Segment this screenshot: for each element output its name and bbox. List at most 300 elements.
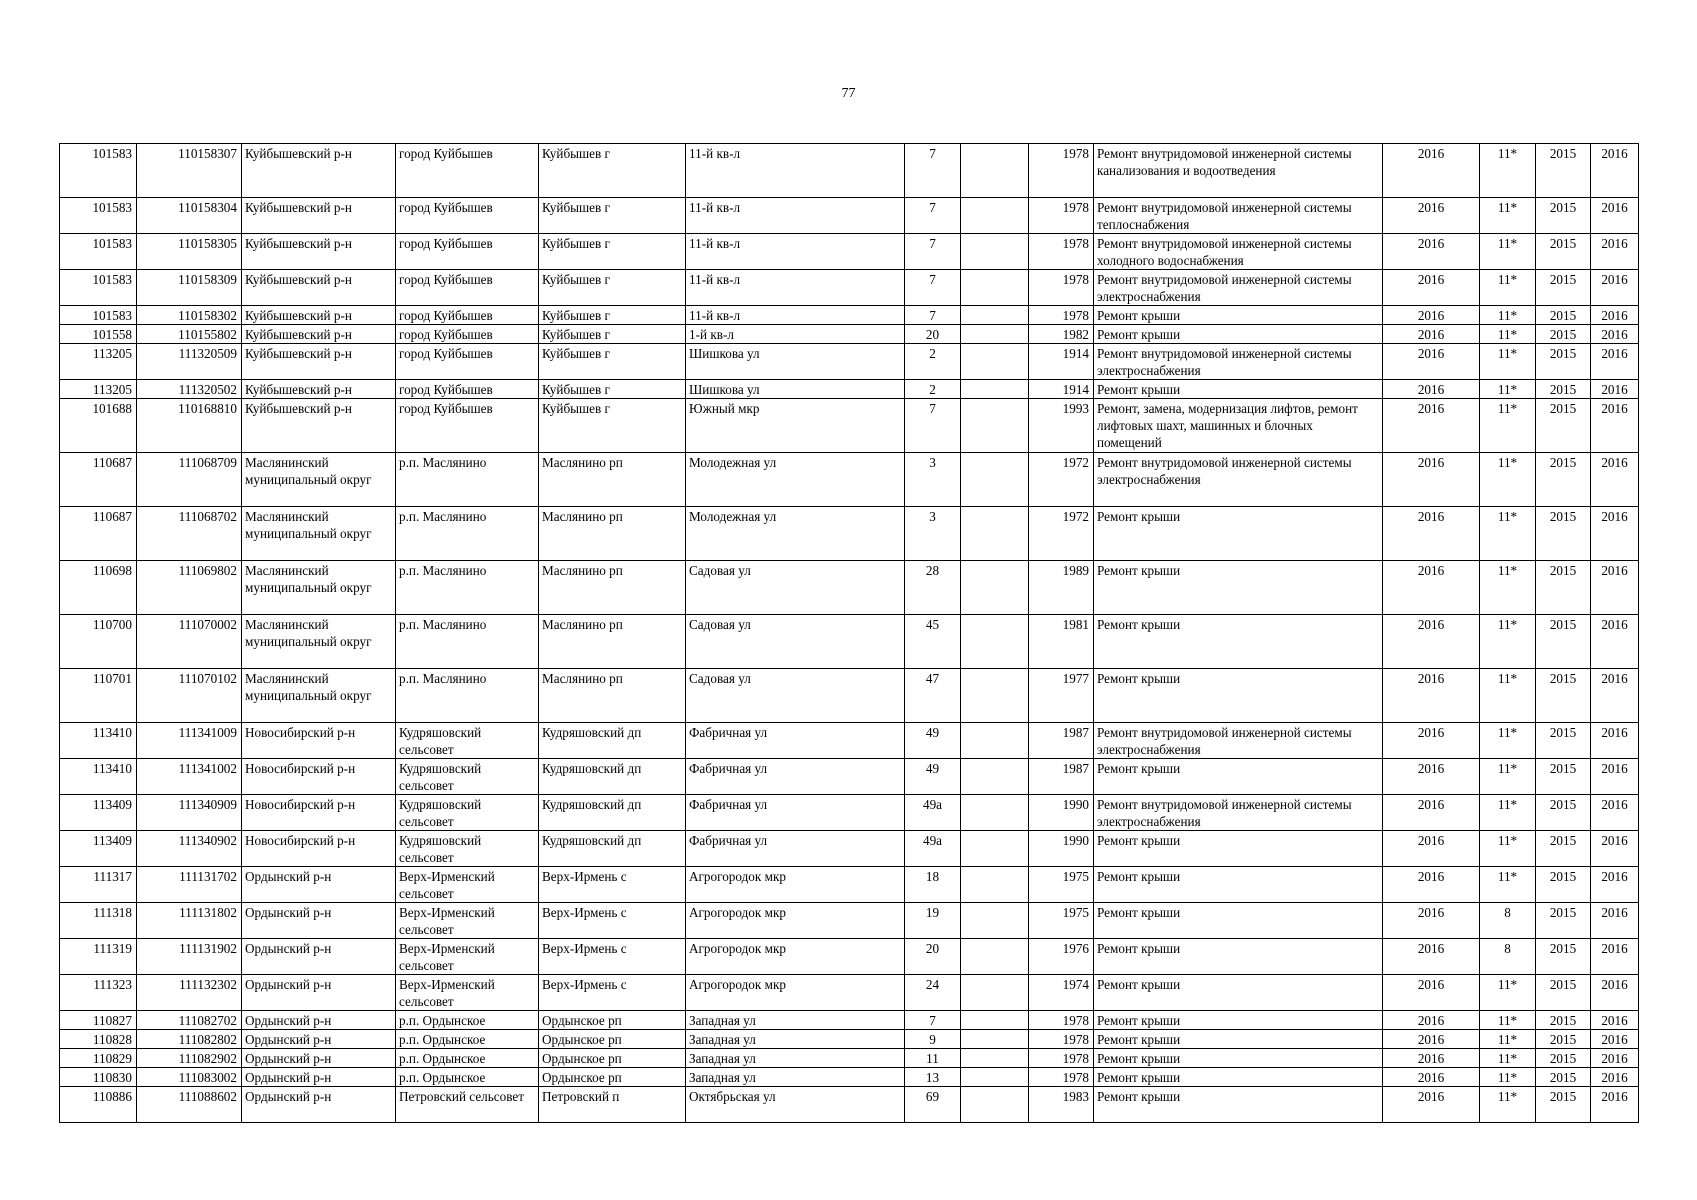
cell-settlement: Маслянино рп xyxy=(539,615,686,669)
cell-settlement: Куйбышев г xyxy=(539,198,686,234)
cell-building xyxy=(961,306,1029,325)
cell-district: Куйбышевский р-н xyxy=(242,234,396,270)
cell-district: Ордынский р-н xyxy=(242,975,396,1011)
cell-building xyxy=(961,380,1029,399)
cell-year-to: 2016 xyxy=(1591,1068,1639,1087)
table-row xyxy=(60,144,1639,198)
cell-plan-year: 2016 xyxy=(1383,453,1480,507)
cell-category: 11* xyxy=(1480,795,1536,831)
cell-municipality: город Куйбышев xyxy=(396,234,539,270)
cell-year-to: 2016 xyxy=(1591,939,1639,975)
cell-building xyxy=(961,344,1029,380)
cell-year-from: 2015 xyxy=(1536,234,1591,270)
cell-work-type: Ремонт крыши xyxy=(1094,1049,1383,1068)
cell-year-to: 2016 xyxy=(1591,615,1639,669)
cell-year-to: 2016 xyxy=(1591,198,1639,234)
cell-work-type: Ремонт крыши xyxy=(1094,831,1383,867)
cell-work-id: 110155802 xyxy=(137,325,242,344)
cell-year-from: 2015 xyxy=(1536,399,1591,453)
table-body xyxy=(60,144,1639,1123)
cell-district: Маслянинский муниципальный округ xyxy=(242,669,396,723)
table-row xyxy=(60,234,1639,270)
cell-work-type: Ремонт крыши xyxy=(1094,507,1383,561)
cell-house-number: 18 xyxy=(905,867,961,903)
cell-district: Ордынский р-н xyxy=(242,1049,396,1068)
cell-object-id: 113409 xyxy=(60,831,137,867)
cell-year-built: 1987 xyxy=(1029,723,1094,759)
cell-work-id: 111320509 xyxy=(137,344,242,380)
cell-district: Куйбышевский р-н xyxy=(242,399,396,453)
cell-district: Куйбышевский р-н xyxy=(242,344,396,380)
cell-settlement: Куйбышев г xyxy=(539,344,686,380)
cell-year-from: 2015 xyxy=(1536,270,1591,306)
cell-street: Южный мкр xyxy=(686,399,905,453)
cell-house-number: 7 xyxy=(905,399,961,453)
cell-category: 11* xyxy=(1480,380,1536,399)
cell-building xyxy=(961,234,1029,270)
cell-year-from: 2015 xyxy=(1536,831,1591,867)
cell-year-to: 2016 xyxy=(1591,1011,1639,1030)
cell-settlement: Маслянино рп xyxy=(539,561,686,615)
cell-district: Куйбышевский р-н xyxy=(242,380,396,399)
cell-year-to: 2016 xyxy=(1591,669,1639,723)
cell-settlement: Маслянино рп xyxy=(539,507,686,561)
page-number: 77 xyxy=(841,86,856,101)
cell-house-number: 2 xyxy=(905,344,961,380)
cell-street: Агрогородок мкр xyxy=(686,867,905,903)
cell-work-id: 111131902 xyxy=(137,939,242,975)
cell-work-type: Ремонт крыши xyxy=(1094,759,1383,795)
cell-house-number: 2 xyxy=(905,380,961,399)
cell-category: 11* xyxy=(1480,144,1536,198)
cell-category: 11* xyxy=(1480,198,1536,234)
cell-object-id: 110687 xyxy=(60,507,137,561)
cell-year-from: 2015 xyxy=(1536,380,1591,399)
cell-object-id: 101583 xyxy=(60,234,137,270)
cell-work-id: 111340902 xyxy=(137,831,242,867)
cell-plan-year: 2016 xyxy=(1383,198,1480,234)
cell-year-from: 2015 xyxy=(1536,561,1591,615)
cell-district: Ордынский р-н xyxy=(242,1030,396,1049)
cell-street: Садовая ул xyxy=(686,615,905,669)
cell-category: 11* xyxy=(1480,325,1536,344)
cell-work-type: Ремонт крыши xyxy=(1094,1011,1383,1030)
cell-object-id: 113410 xyxy=(60,723,137,759)
cell-year-from: 2015 xyxy=(1536,1030,1591,1049)
cell-year-from: 2015 xyxy=(1536,723,1591,759)
cell-object-id: 110687 xyxy=(60,453,137,507)
cell-municipality: р.п. Ордынское xyxy=(396,1049,539,1068)
cell-year-from: 2015 xyxy=(1536,939,1591,975)
cell-building xyxy=(961,144,1029,198)
cell-district: Куйбышевский р-н xyxy=(242,198,396,234)
table-row xyxy=(60,939,1639,975)
table-row xyxy=(60,380,1639,399)
cell-year-from: 2015 xyxy=(1536,1087,1591,1123)
cell-house-number: 7 xyxy=(905,1011,961,1030)
cell-plan-year: 2016 xyxy=(1383,399,1480,453)
cell-municipality: р.п. Маслянино xyxy=(396,669,539,723)
cell-street: 11-й кв-л xyxy=(686,306,905,325)
cell-work-id: 111082902 xyxy=(137,1049,242,1068)
cell-municipality: Кудряшовский сельсовет xyxy=(396,759,539,795)
cell-street: Западная ул xyxy=(686,1068,905,1087)
cell-house-number: 7 xyxy=(905,234,961,270)
cell-work-id: 111131802 xyxy=(137,903,242,939)
cell-year-built: 1978 xyxy=(1029,1049,1094,1068)
cell-year-built: 1987 xyxy=(1029,759,1094,795)
cell-settlement: Куйбышев г xyxy=(539,234,686,270)
cell-year-to: 2016 xyxy=(1591,903,1639,939)
cell-house-number: 13 xyxy=(905,1068,961,1087)
cell-year-from: 2015 xyxy=(1536,453,1591,507)
table-row xyxy=(60,615,1639,669)
cell-plan-year: 2016 xyxy=(1383,1049,1480,1068)
table-row xyxy=(60,723,1639,759)
cell-work-type: Ремонт крыши xyxy=(1094,380,1383,399)
cell-plan-year: 2016 xyxy=(1383,975,1480,1011)
cell-year-from: 2015 xyxy=(1536,867,1591,903)
cell-category: 11* xyxy=(1480,867,1536,903)
cell-category: 11* xyxy=(1480,270,1536,306)
table-row xyxy=(60,867,1639,903)
cell-work-id: 110158307 xyxy=(137,144,242,198)
cell-year-built: 1972 xyxy=(1029,507,1094,561)
cell-plan-year: 2016 xyxy=(1383,561,1480,615)
cell-settlement: Ордынское рп xyxy=(539,1011,686,1030)
cell-year-from: 2015 xyxy=(1536,198,1591,234)
cell-work-id: 111132302 xyxy=(137,975,242,1011)
cell-settlement: Кудряшовский дп xyxy=(539,759,686,795)
cell-building xyxy=(961,325,1029,344)
cell-year-from: 2015 xyxy=(1536,975,1591,1011)
cell-house-number: 19 xyxy=(905,903,961,939)
cell-municipality: город Куйбышев xyxy=(396,380,539,399)
cell-district: Новосибирский р-н xyxy=(242,759,396,795)
cell-house-number: 7 xyxy=(905,144,961,198)
cell-plan-year: 2016 xyxy=(1383,903,1480,939)
table-row xyxy=(60,1049,1639,1068)
cell-work-id: 111341002 xyxy=(137,759,242,795)
cell-plan-year: 2016 xyxy=(1383,270,1480,306)
cell-work-id: 111082802 xyxy=(137,1030,242,1049)
cell-settlement: Верх-Ирмень с xyxy=(539,903,686,939)
cell-municipality: Верх-Ирменский сельсовет xyxy=(396,903,539,939)
cell-year-from: 2015 xyxy=(1536,669,1591,723)
cell-category: 11* xyxy=(1480,615,1536,669)
cell-work-id: 111083002 xyxy=(137,1068,242,1087)
cell-year-to: 2016 xyxy=(1591,507,1639,561)
cell-year-built: 1990 xyxy=(1029,795,1094,831)
cell-year-from: 2015 xyxy=(1536,1011,1591,1030)
cell-work-type: Ремонт внутридомовой инженерной системы холодного водоснабжения xyxy=(1094,234,1383,270)
cell-house-number: 20 xyxy=(905,939,961,975)
cell-year-built: 1978 xyxy=(1029,270,1094,306)
cell-year-built: 1977 xyxy=(1029,669,1094,723)
cell-year-to: 2016 xyxy=(1591,144,1639,198)
cell-work-type: Ремонт, замена, модернизация лифтов, ремонт лифтовых шахт, машинных и блочных помещений xyxy=(1094,399,1383,453)
cell-year-to: 2016 xyxy=(1591,399,1639,453)
cell-district: Маслянинский муниципальный округ xyxy=(242,561,396,615)
cell-house-number: 45 xyxy=(905,615,961,669)
cell-category: 11* xyxy=(1480,306,1536,325)
table-row xyxy=(60,453,1639,507)
cell-work-type: Ремонт крыши xyxy=(1094,561,1383,615)
cell-year-to: 2016 xyxy=(1591,234,1639,270)
cell-year-from: 2015 xyxy=(1536,507,1591,561)
cell-district: Новосибирский р-н xyxy=(242,795,396,831)
works-table xyxy=(59,143,1639,1123)
table-row xyxy=(60,975,1639,1011)
cell-year-built: 1972 xyxy=(1029,453,1094,507)
cell-settlement: Куйбышев г xyxy=(539,306,686,325)
table-row xyxy=(60,669,1639,723)
cell-building xyxy=(961,399,1029,453)
cell-object-id: 101583 xyxy=(60,144,137,198)
cell-work-type: Ремонт крыши xyxy=(1094,903,1383,939)
cell-year-built: 1914 xyxy=(1029,344,1094,380)
cell-municipality: р.п. Маслянино xyxy=(396,453,539,507)
cell-category: 8 xyxy=(1480,939,1536,975)
cell-street: Фабричная ул xyxy=(686,831,905,867)
cell-plan-year: 2016 xyxy=(1383,795,1480,831)
cell-plan-year: 2016 xyxy=(1383,1087,1480,1123)
cell-municipality: р.п. Ордынское xyxy=(396,1068,539,1087)
cell-settlement: Маслянино рп xyxy=(539,453,686,507)
cell-house-number: 24 xyxy=(905,975,961,1011)
cell-municipality: р.п. Маслянино xyxy=(396,561,539,615)
cell-work-type: Ремонт крыши xyxy=(1094,669,1383,723)
cell-house-number: 3 xyxy=(905,507,961,561)
table-row xyxy=(60,1087,1639,1123)
cell-house-number: 3 xyxy=(905,453,961,507)
cell-municipality: Кудряшовский сельсовет xyxy=(396,831,539,867)
cell-plan-year: 2016 xyxy=(1383,723,1480,759)
cell-object-id: 110701 xyxy=(60,669,137,723)
table-row xyxy=(60,399,1639,453)
cell-work-type: Ремонт крыши xyxy=(1094,867,1383,903)
cell-work-type: Ремонт внутридомовой инженерной системы электроснабжения xyxy=(1094,795,1383,831)
cell-street: 11-й кв-л xyxy=(686,270,905,306)
cell-work-type: Ремонт внутридомовой инженерной системы электроснабжения xyxy=(1094,270,1383,306)
cell-year-built: 1978 xyxy=(1029,1011,1094,1030)
cell-year-built: 1978 xyxy=(1029,144,1094,198)
table-row xyxy=(60,344,1639,380)
cell-work-type: Ремонт внутридомовой инженерной системы электроснабжения xyxy=(1094,344,1383,380)
cell-object-id: 113205 xyxy=(60,380,137,399)
table-row xyxy=(60,1068,1639,1087)
cell-district: Куйбышевский р-н xyxy=(242,144,396,198)
cell-district: Новосибирский р-н xyxy=(242,723,396,759)
table-row xyxy=(60,795,1639,831)
cell-house-number: 49а xyxy=(905,831,961,867)
cell-object-id: 101583 xyxy=(60,306,137,325)
cell-object-id: 110828 xyxy=(60,1030,137,1049)
cell-house-number: 49 xyxy=(905,723,961,759)
cell-settlement: Куйбышев г xyxy=(539,399,686,453)
cell-work-type: Ремонт внутридомовой инженерной системы теплоснабжения xyxy=(1094,198,1383,234)
cell-year-to: 2016 xyxy=(1591,1030,1639,1049)
cell-house-number: 7 xyxy=(905,306,961,325)
cell-settlement: Куйбышев г xyxy=(539,144,686,198)
cell-year-to: 2016 xyxy=(1591,867,1639,903)
cell-district: Ордынский р-н xyxy=(242,939,396,975)
cell-object-id: 101558 xyxy=(60,325,137,344)
cell-year-built: 1975 xyxy=(1029,867,1094,903)
cell-municipality: город Куйбышев xyxy=(396,399,539,453)
cell-plan-year: 2016 xyxy=(1383,306,1480,325)
cell-year-built: 1993 xyxy=(1029,399,1094,453)
cell-street: Октябрьская ул xyxy=(686,1087,905,1123)
cell-work-id: 111341009 xyxy=(137,723,242,759)
cell-year-to: 2016 xyxy=(1591,561,1639,615)
cell-year-from: 2015 xyxy=(1536,344,1591,380)
cell-street: 11-й кв-л xyxy=(686,144,905,198)
cell-plan-year: 2016 xyxy=(1383,380,1480,399)
cell-district: Куйбышевский р-н xyxy=(242,306,396,325)
cell-street: Садовая ул xyxy=(686,669,905,723)
cell-year-built: 1914 xyxy=(1029,380,1094,399)
cell-year-from: 2015 xyxy=(1536,903,1591,939)
cell-plan-year: 2016 xyxy=(1383,144,1480,198)
cell-year-built: 1978 xyxy=(1029,234,1094,270)
cell-year-built: 1974 xyxy=(1029,975,1094,1011)
cell-settlement: Куйбышев г xyxy=(539,325,686,344)
cell-object-id: 110698 xyxy=(60,561,137,615)
cell-building xyxy=(961,1049,1029,1068)
table-row xyxy=(60,1011,1639,1030)
cell-building xyxy=(961,975,1029,1011)
cell-object-id: 113410 xyxy=(60,759,137,795)
cell-plan-year: 2016 xyxy=(1383,344,1480,380)
cell-category: 11* xyxy=(1480,1049,1536,1068)
cell-work-id: 111082702 xyxy=(137,1011,242,1030)
cell-work-type: Ремонт крыши xyxy=(1094,939,1383,975)
cell-street: 11-й кв-л xyxy=(686,198,905,234)
cell-work-id: 111070102 xyxy=(137,669,242,723)
cell-object-id: 110700 xyxy=(60,615,137,669)
cell-work-type: Ремонт внутридомовой инженерной системы электроснабжения xyxy=(1094,723,1383,759)
cell-year-built: 1978 xyxy=(1029,1030,1094,1049)
cell-year-built: 1990 xyxy=(1029,831,1094,867)
cell-work-id: 110158309 xyxy=(137,270,242,306)
cell-district: Ордынский р-н xyxy=(242,1068,396,1087)
cell-work-type: Ремонт крыши xyxy=(1094,325,1383,344)
cell-year-built: 1975 xyxy=(1029,903,1094,939)
cell-work-id: 111070002 xyxy=(137,615,242,669)
cell-building xyxy=(961,795,1029,831)
cell-municipality: Верх-Ирменский сельсовет xyxy=(396,867,539,903)
cell-year-built: 1978 xyxy=(1029,1068,1094,1087)
cell-settlement: Маслянино рп xyxy=(539,669,686,723)
cell-year-to: 2016 xyxy=(1591,344,1639,380)
cell-object-id: 110886 xyxy=(60,1087,137,1123)
cell-work-type: Ремонт крыши xyxy=(1094,615,1383,669)
cell-year-from: 2015 xyxy=(1536,795,1591,831)
cell-building xyxy=(961,723,1029,759)
cell-district: Куйбышевский р-н xyxy=(242,270,396,306)
cell-object-id: 110830 xyxy=(60,1068,137,1087)
cell-house-number: 47 xyxy=(905,669,961,723)
cell-work-id: 111320502 xyxy=(137,380,242,399)
cell-plan-year: 2016 xyxy=(1383,507,1480,561)
cell-category: 11* xyxy=(1480,975,1536,1011)
table-row xyxy=(60,1030,1639,1049)
cell-category: 11* xyxy=(1480,507,1536,561)
cell-building xyxy=(961,1030,1029,1049)
cell-year-from: 2015 xyxy=(1536,759,1591,795)
cell-street: 1-й кв-л xyxy=(686,325,905,344)
cell-year-built: 1978 xyxy=(1029,306,1094,325)
cell-house-number: 9 xyxy=(905,1030,961,1049)
cell-category: 11* xyxy=(1480,831,1536,867)
cell-work-type: Ремонт крыши xyxy=(1094,1087,1383,1123)
table-row xyxy=(60,270,1639,306)
cell-municipality: Кудряшовский сельсовет xyxy=(396,795,539,831)
cell-house-number: 11 xyxy=(905,1049,961,1068)
cell-plan-year: 2016 xyxy=(1383,1030,1480,1049)
cell-settlement: Верх-Ирмень с xyxy=(539,867,686,903)
cell-district: Новосибирский р-н xyxy=(242,831,396,867)
cell-street: Молодежная ул xyxy=(686,507,905,561)
cell-street: Агрогородок мкр xyxy=(686,939,905,975)
cell-category: 11* xyxy=(1480,1087,1536,1123)
cell-building xyxy=(961,903,1029,939)
table-row xyxy=(60,325,1639,344)
cell-plan-year: 2016 xyxy=(1383,867,1480,903)
cell-building xyxy=(961,198,1029,234)
cell-plan-year: 2016 xyxy=(1383,939,1480,975)
cell-district: Маслянинский муниципальный округ xyxy=(242,453,396,507)
cell-work-id: 110158302 xyxy=(137,306,242,325)
cell-settlement: Ордынское рп xyxy=(539,1049,686,1068)
cell-category: 11* xyxy=(1480,723,1536,759)
cell-category: 11* xyxy=(1480,453,1536,507)
cell-work-type: Ремонт крыши xyxy=(1094,1030,1383,1049)
cell-street: 11-й кв-л xyxy=(686,234,905,270)
cell-work-id: 111088602 xyxy=(137,1087,242,1123)
cell-object-id: 113409 xyxy=(60,795,137,831)
cell-year-built: 1989 xyxy=(1029,561,1094,615)
cell-house-number: 49а xyxy=(905,795,961,831)
cell-street: Фабричная ул xyxy=(686,723,905,759)
cell-plan-year: 2016 xyxy=(1383,1068,1480,1087)
cell-building xyxy=(961,615,1029,669)
cell-object-id: 101583 xyxy=(60,198,137,234)
cell-district: Ордынский р-н xyxy=(242,903,396,939)
cell-building xyxy=(961,270,1029,306)
cell-settlement: Верх-Ирмень с xyxy=(539,975,686,1011)
cell-municipality: р.п. Ордынское xyxy=(396,1030,539,1049)
table-row xyxy=(60,306,1639,325)
cell-municipality: Верх-Ирменский сельсовет xyxy=(396,939,539,975)
cell-object-id: 113205 xyxy=(60,344,137,380)
cell-house-number: 7 xyxy=(905,270,961,306)
cell-building xyxy=(961,507,1029,561)
cell-municipality: город Куйбышев xyxy=(396,325,539,344)
cell-category: 8 xyxy=(1480,903,1536,939)
cell-category: 11* xyxy=(1480,399,1536,453)
cell-year-built: 1982 xyxy=(1029,325,1094,344)
cell-street: Фабричная ул xyxy=(686,795,905,831)
cell-year-to: 2016 xyxy=(1591,1049,1639,1068)
cell-street: Агрогородок мкр xyxy=(686,903,905,939)
cell-category: 11* xyxy=(1480,1068,1536,1087)
cell-year-from: 2015 xyxy=(1536,306,1591,325)
cell-district: Ордынский р-н xyxy=(242,1087,396,1123)
cell-year-to: 2016 xyxy=(1591,380,1639,399)
cell-street: Фабричная ул xyxy=(686,759,905,795)
